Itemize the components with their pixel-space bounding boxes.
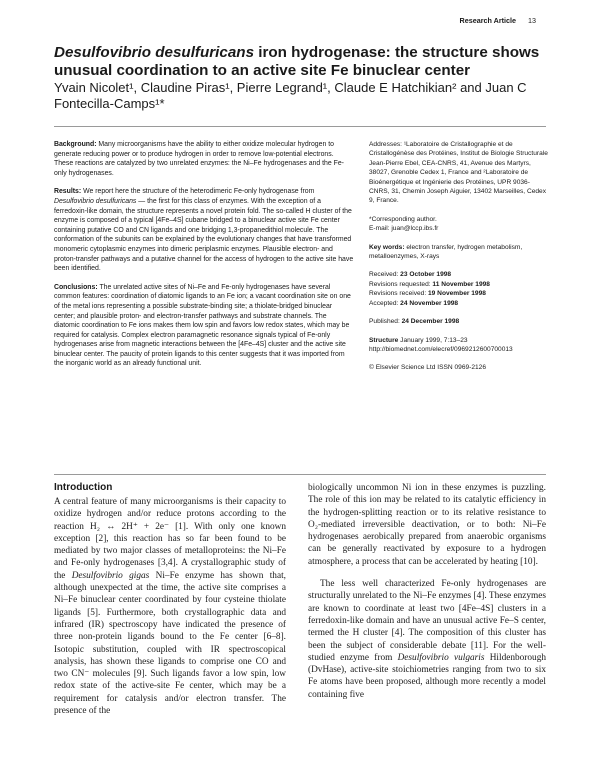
received-line: [369, 270, 549, 279]
keywords: [369, 243, 549, 262]
background-text: Many microorganisms have the ability to either oxidize molecular hydrogen to generate reducing power or to produce hydrogen in order to remove low-potential electrons. These reactions are catalyzed by two unrelated enzymes: the Ni–Fe hydrogenases and the Fe-only hydrogenases.: [54, 141, 344, 177]
intro-paragraph-1-cont: biologically uncommon Ni ion in these enzymes is puzzling. The role of this ion may be related to its catalytic efficiency in the hydrogen-splitting reaction or to its relative resistance to O₂-mediated irreversible deactivation, or to both: Ni–Fe hydrogenases aerobically prepared from anaerobic organisms can be generally reactivated by exposure to a hydrogen atmosphere, a process that can be accelerated by heating [10].: [308, 483, 546, 567]
revisions-requested-label: Revisions requested:: [369, 280, 433, 288]
corresponding-author: *Corresponding author.: [369, 215, 437, 223]
copyright: © Elsevier Science Ltd ISSN 0969-2126: [369, 364, 487, 372]
abstract-divider: [54, 474, 546, 475]
intro-paragraph-1: [54, 496, 286, 717]
page-number: 13: [528, 16, 536, 25]
section-label: Research Article: [459, 16, 516, 25]
published-date: 24 December 1998: [401, 318, 460, 326]
body-column-left: [54, 482, 286, 717]
conclusions-text: The unrelated active sites of Ni–Fe and Fe-only hydrogenases have several common features: coordination of diatomic ligands to an Fe ion; a vacant coordination site on one of the metal ions representing a possible substrate-binding site; a thiolate-bridged binuclear center; and plausible proton- and electron-transfer pathways and substrate channels. The diatomic coordination to Fe ions makes them low spin and favors low redox states, which may be required for catalysis. Complex electron paramagnetic resonance signals typical of Fe-only hydrogenases arise from magnetic interactions between the [4Fe–4S] cluster and the active site binuclear center. The paucity of protein ligands to this center suggests that it was imported from the inorganic world as an already functional unit.: [54, 283, 351, 368]
dates: [369, 270, 549, 308]
received-date: 23 October 1998: [400, 271, 452, 279]
background-label: Background:: [54, 141, 97, 148]
author-email: E-mail: juan@lccp.ibs.fr: [369, 225, 439, 233]
accepted-label: Accepted:: [369, 299, 401, 307]
article-url[interactable]: http://biomednet.com/elecref/0969212600700013: [369, 345, 513, 353]
results-species: Desulfovibrio desulfuricans: [54, 197, 137, 205]
article-sidebar: [369, 140, 549, 382]
intro-text-b: Ni–Fe enzyme has shown that, although unexpected at the time, the active site comprises a Ni–Fe binuclear center coordinated by four cysteine thiolate ligands [5]. Furthermore, both crystallographic data and infrared (IR) spectroscopy have indicated the presence of three non-protein ligands bound to the Fe center [6–8]. Isotopic substitution, coupled with IR spectroscopical analysis, has shown these ligands to comprise one CO and two CN⁻ molecules [9]. Such ligands favor a low spin, low redox state of the active-site Fe center, which may be a requirement for catalysis and/or electron transfer. The presence of the: [54, 570, 286, 717]
revisions-requested-line: [369, 280, 549, 289]
addresses: Addresses: ¹Laboratoire de Cristallographie et de Cristallogénèse des Protéines, Institut de Biologie Structurale Jean-Pierre Ebel, CEA-CNRS, 41, Avenue des Martyrs, 38027, Grenoble Cedex 1, France and ²Laboratoire de Bioénergétique et Ingénierie des Protéines, UPR 9036-CNRS, 31, Chemin Joseph Aiguier, 13402 Marseilles, Cedex 9, France.: [369, 141, 548, 205]
conclusions-label: Conclusions:: [54, 283, 98, 291]
intro2-text-b: Hildenborough (DvHase), active-site stoichiometries ranging from two to six Fe atoms have been proposed, although more recently a model containing five: [308, 652, 546, 700]
abstract-conclusions: [54, 283, 354, 369]
keywords-text: electron transfer, hydrogen metabolism, metalloenzymes, X-rays: [369, 243, 523, 261]
results-label: Results:: [54, 188, 82, 196]
revisions-requested-date: 11 November 1998: [432, 280, 490, 288]
results-text-2: — the first for this class of enzymes. With the exception of a ferredoxin-like domain, the structure represents a novel protein fold. The so-called H cluster of the enzyme is composed of a typical [4Fe–4S] cubane bridged to a binuclear active site Fe center containing putative CO and CN ligands and one bridging 1,3-propanedithiol molecule. The conformation of the subunits can be explained by the evolutionary changes that have transformed monomeric cytoplasmic enzymes into dimeric periplasmic enzymes. Plausible electron- and proton-transfer pathways and a putative channel for the access of hydrogen to the active site have been identified.: [54, 197, 354, 273]
intro2-text-a: The less well characterized Fe-only hydrogenases are structurally unrelated to the Ni–Fe enzymes [4]. These enzymes are known to coordinate at least two [4Fe–4S] clusters in a ferredoxin-like domain and have an unusual active Fe–S center, termed the H cluster [4]. The composition of this cluster has been the subject of considerable debate [11]. For the well-studied enzyme from: [308, 579, 546, 663]
citation: [369, 336, 549, 355]
header-divider: [54, 126, 546, 127]
title-species: Desulfovibrio desulfuricans: [54, 44, 255, 61]
received-label: Received:: [369, 271, 401, 279]
intro-species: Desulfovibrio gigas: [71, 570, 150, 581]
abstract: [54, 140, 354, 378]
running-header: [460, 16, 536, 25]
article-title: [54, 44, 554, 79]
revisions-received-date: 19 November 1998: [428, 290, 486, 298]
intro2-species: Desulfovibrio vulgaris: [397, 652, 485, 663]
results-text-1: We report here the structure of the heterodimeric Fe-only hydrogenase from: [81, 188, 315, 196]
intro-text-a: A central feature of many microorganisms is their capacity to oxidize hydrogen and/or reduce protons according to the reaction H₂ ↔ 2H⁺ + 2e⁻ [1]. With only one known exception [2], this reaction has so far been found to be mediated by two major classes of metalloproteins: the Ni–Fe and Fe-only hydrogenases [3,4]. A crystallographic study of the: [54, 497, 286, 581]
published-line: [369, 317, 549, 326]
introduction-heading: Introduction: [54, 482, 113, 493]
revisions-received-label: Revisions received:: [369, 290, 429, 298]
body-column-right: [308, 482, 546, 701]
author-list: Yvain Nicolet¹, Claudine Piras¹, Pierre Legrand¹, Claude E Hatchikian² and Juan C Fontecilla-Camps¹*: [54, 80, 527, 111]
keywords-label: Key words:: [369, 243, 405, 251]
accepted-line: [369, 299, 549, 308]
title-rest: iron hydrogenase: the structure shows unusual coordination to an active site Fe binuclear center: [54, 44, 540, 79]
accepted-date: 24 November 1998: [400, 299, 459, 307]
abstract-results: [54, 187, 354, 273]
citation-details: January 1999, 7:13–23: [398, 336, 468, 344]
published-label: Published:: [369, 318, 402, 326]
revisions-received-line: [369, 289, 549, 298]
abstract-background: [54, 140, 354, 178]
intro-paragraph-2: [308, 578, 546, 701]
journal-name: Structure: [369, 336, 399, 344]
